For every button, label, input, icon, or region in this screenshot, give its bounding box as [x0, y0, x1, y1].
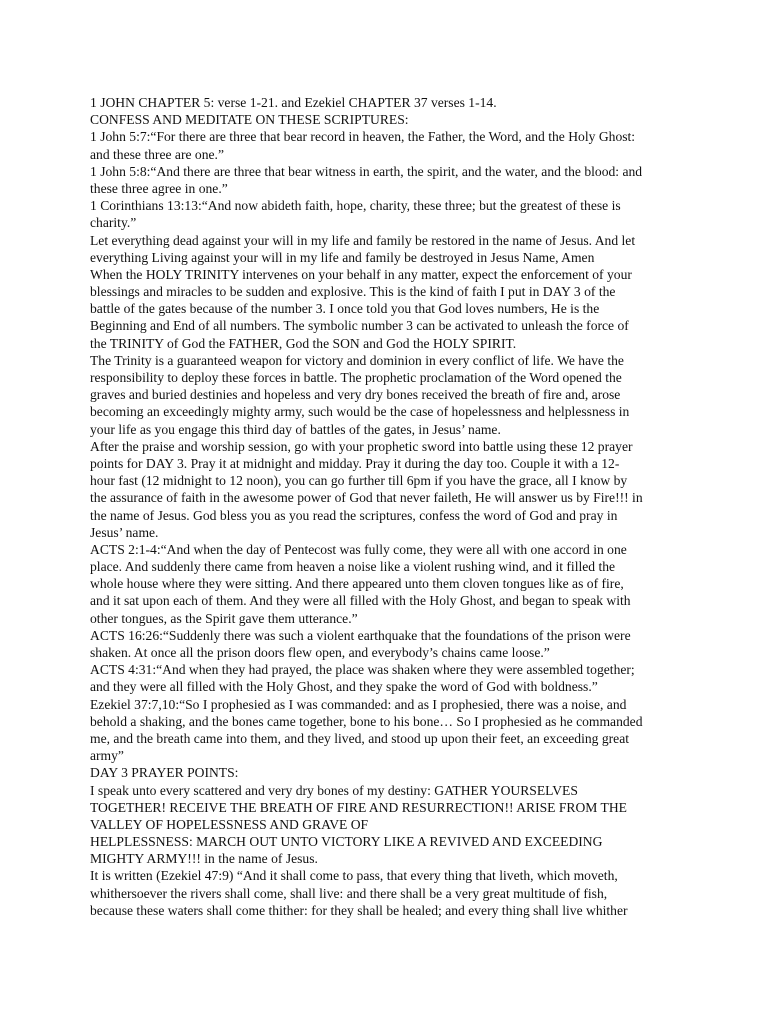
heading-line: 1 JOHN CHAPTER 5: verse 1-21. and Ezekiel CHAPTER 37 verses 1-14.	[90, 95, 497, 110]
text-line: points for DAY 3. Pray it at midnight and midday. Pray it during the day too. Couple it with a 12-	[90, 455, 620, 471]
text-line: other tongues, as the Spirit gave them utterance.”	[90, 610, 358, 626]
text-line: behold a shaking, and the bones came together, bone to his bone… So I prophesied as he commanded	[90, 713, 643, 729]
text-line: place. And suddenly there came from heaven a noise like a violent rushing wind, and it filled the	[90, 559, 616, 575]
text-line: 1 John 5:8:“And there are three that bear witness in earth, the spirit, and the water, and the blood: and	[90, 163, 643, 179]
text-line: and it sat upon each of them. And they were all filled with the Holy Ghost, and began to speak with	[90, 593, 631, 609]
text-line: battle of the gates because of the number 3. I once told you that God loves numbers, He is the	[90, 301, 600, 317]
text-line: ACTS 16:26:“Suddenly there was such a violent earthquake that the foundations of the prison were	[90, 627, 631, 643]
text-line: these three agree in one.”	[90, 180, 228, 196]
section-heading-line: DAY 3 PRAYER POINTS:	[90, 765, 239, 781]
text-line: responsibility to deploy these forces in battle. The prophetic proclamation of the Word opened the	[90, 370, 622, 385]
text-line: After the praise and worship session, go with your prophetic sword into battle using these 12 prayer	[90, 438, 633, 454]
text-line: hour fast (12 midnight to 12 noon), you can go further till 6pm if you have the grace, all I know by	[90, 473, 628, 489]
text-line: It is written (Ezekiel 47:9) “And it shall come to pass, that every thing that liveth, which moveth,	[90, 868, 618, 884]
text-line: The Trinity is a guaranteed weapon for victory and dominion in every conflict of life. We have the	[90, 352, 624, 368]
text-line: shaken. At once all the prison doors flew open, and everybody’s chains came loose.”	[90, 645, 550, 660]
text-line: the name of Jesus. God bless you as you read the scriptures, confess the word of God and pray in	[90, 507, 618, 523]
text-line: 1 John 5:7:“For there are three that bear record in heaven, the Father, the Word, and the Holy Ghost:	[90, 129, 636, 145]
text-line: Ezekiel 37:7,10:“So I prophesied as I was commanded: and as I prophesied, there was a noise, and	[90, 696, 627, 712]
text-line: everything Living against your will in my life and family be destroyed in Jesus Name, Amen	[90, 249, 595, 265]
text-line: whithersoever the rivers shall come, shall live: and there shall be a very great multitude of fish,	[90, 885, 608, 901]
text-line: TOGETHER! RECEIVE THE BREATH OF FIRE AND RESURRECTION!! ARISE FROM THE	[90, 799, 627, 815]
text-line: ACTS 4:31:“And when they had prayed, the place was shaken where they were assembled together;	[90, 662, 635, 678]
text-line: Beginning and End of all numbers. The symbolic number 3 can be activated to unleash the force of	[90, 318, 629, 334]
text-line: and they were all filled with the Holy Ghost, and they spake the word of God with boldness.”	[90, 679, 598, 695]
text-line: ACTS 2:1-4:“And when the day of Pentecost was fully come, they were all with one accord in one	[90, 541, 627, 557]
text-line: Jesus’ name.	[90, 524, 159, 540]
text-line: the assurance of faith in the awesome power of God that never faileth, He will answer us by Fire!!! in	[90, 490, 643, 506]
text-line: your life as you engage this third day of battles of the gates, in Jesus’ name.	[90, 421, 501, 437]
document-body	[90, 94, 682, 919]
text-line: army”	[90, 748, 124, 764]
text-line: HELPLESSNESS: MARCH OUT UNTO VICTORY LIKE A REVIVED AND EXCEEDING	[90, 834, 603, 850]
text-line: 1 Corinthians 13:13:“And now abideth faith, hope, charity, these three; but the greatest of these is	[90, 198, 621, 214]
text-line: me, and the breath came into them, and they lived, and stood up upon their feet, an exceeding great	[90, 730, 630, 746]
text-line: graves and buried destinies and hopeless and very dry bones received the breath of fire and, arose	[90, 387, 621, 403]
text-line: VALLEY OF HOPELESSNESS AND GRAVE OF	[90, 816, 369, 832]
text-line: whole house where they were sitting. And there appeared unto them cloven tongues like as of fire,	[90, 576, 624, 592]
text-line: the TRINITY of God the FATHER, God the SON and God the HOLY SPIRIT.	[90, 335, 517, 351]
text-line: I speak unto every scattered and very dry bones of my destiny: GATHER YOURSELVES	[90, 782, 578, 798]
text-line: and these three are one.”	[90, 146, 224, 162]
heading-line: CONFESS AND MEDITATE ON THESE SCRIPTURES:	[90, 112, 409, 128]
text-line: When the HOLY TRINITY intervenes on your behalf in any matter, expect the enforcement of your	[90, 266, 632, 282]
text-line: charity.”	[90, 215, 137, 231]
text-line: because these waters shall come thither: for they shall be healed; and every thing shall live whither	[90, 902, 628, 918]
text-line: Let everything dead against your will in my life and family be restored in the name of Jesus. And let	[90, 232, 636, 248]
text-line: becoming an exceedingly mighty army, such would be the case of hopelessness and helplessness in	[90, 404, 630, 420]
text-line: MIGHTY ARMY!!! in the name of Jesus.	[90, 851, 318, 867]
text-line: blessings and miracles to be sudden and explosive. This is the kind of faith I put in DAY 3 of the	[90, 284, 616, 300]
